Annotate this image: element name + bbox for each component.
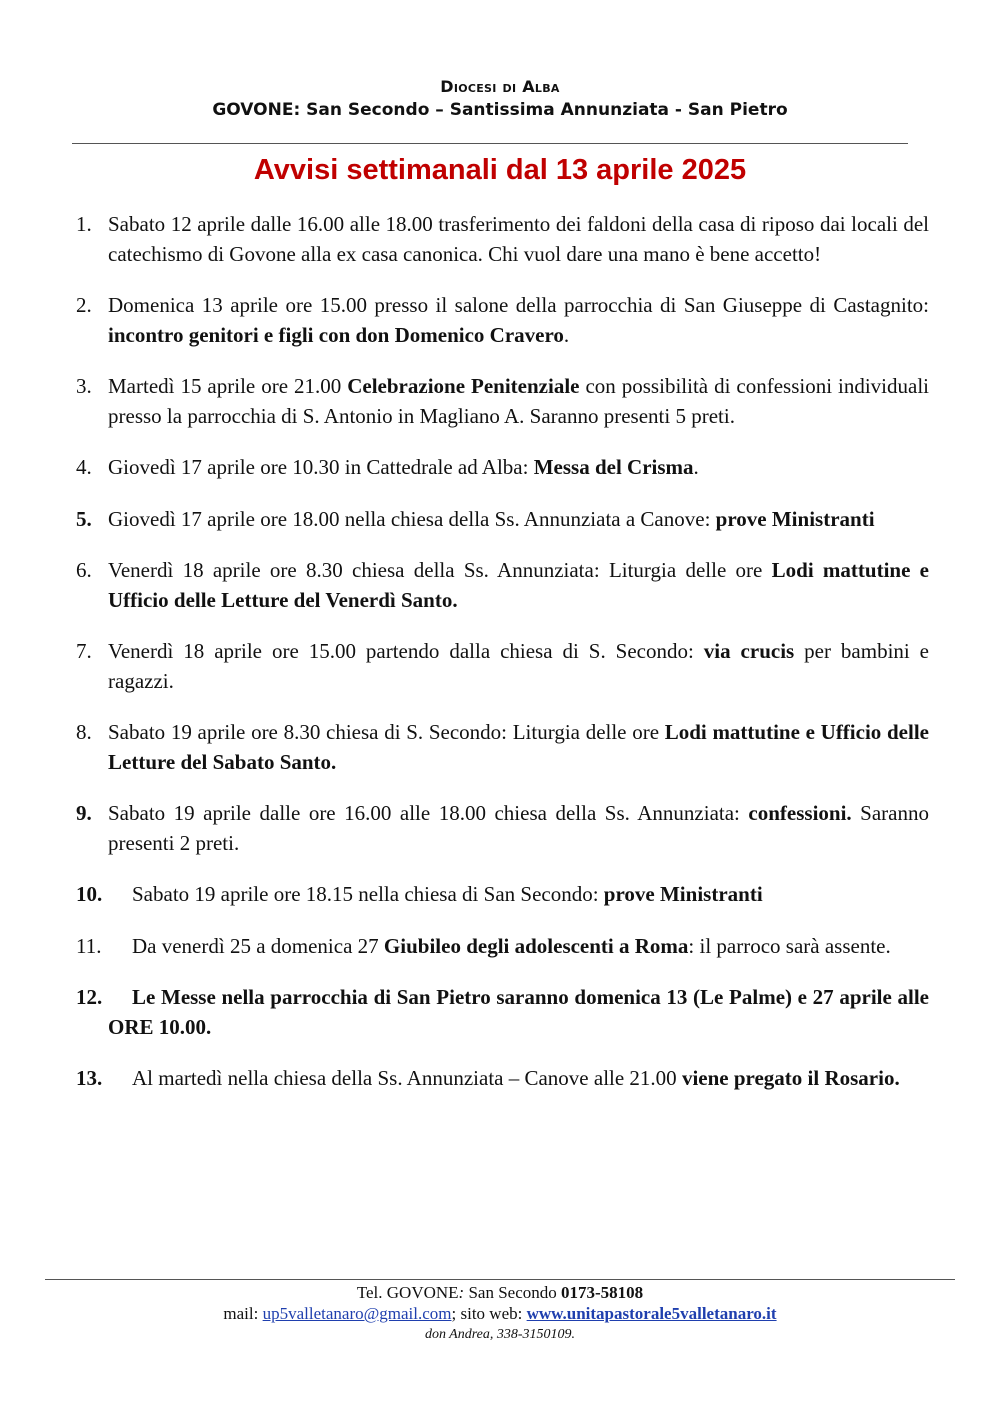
notice-item-12 <box>76 983 929 1042</box>
parishes-header: GOVONE: San Secondo – Santissima Annunziata - San Pietro <box>212 100 788 120</box>
notice-number: 2. <box>76 293 92 317</box>
notice-highlight: confessioni. <box>748 801 852 825</box>
notice-text-end: : il parroco sarà assente. <box>688 933 891 958</box>
notice-number: 5. <box>76 506 92 531</box>
footer-divider <box>45 1279 955 1280</box>
notice-text-end: con possibilità di confessioni individuali presso la parrocchia di S. Antonio in Magliano A. Saranno presenti 5 preti. <box>108 374 930 428</box>
footer-priest-line <box>0 1324 1000 1345</box>
notice-number: 13. <box>76 1066 103 1090</box>
notice-text-end: per bambini e ragazzi. <box>108 639 930 693</box>
notice-highlight: Lodi mattutine e Ufficio delle Letture del Sabato Santo. <box>108 720 929 774</box>
phone-colon: : <box>458 1283 465 1302</box>
notice-item-1 <box>76 210 929 269</box>
notice-text: Da venerdì 25 a domenica 27 <box>132 933 384 958</box>
notice-highlight: prove Ministranti <box>715 506 875 531</box>
notice-number: 4. <box>76 455 92 479</box>
notice-item-8 <box>76 718 929 777</box>
notice-item-7 <box>76 637 929 696</box>
notice-text-end: Saranno presenti 2 preti. <box>108 801 929 855</box>
notice-text: Sabato 12 aprile dalle 16.00 alle 18.00 trasferimento dei faldoni della casa di riposo dai locali del catechismo di Govone alla ex casa canonica. Chi vuol dare una mano è bene accetto! <box>108 212 929 266</box>
notice-item-5 <box>76 505 929 535</box>
priest-phone: 338-3150109. <box>493 1327 576 1342</box>
notice-item-3 <box>76 372 929 431</box>
priest-name: don Andrea, <box>424 1327 494 1342</box>
notice-text: Giovedì 17 aprile ore 18.00 nella chiesa della Ss. Annunziata a Canove: <box>108 506 716 531</box>
diocese-header: Diocesi di Alba <box>440 77 560 96</box>
notice-text: Sabato 19 aprile ore 18.15 nella chiesa di San Secondo: <box>132 882 604 906</box>
notice-item-2 <box>76 291 929 350</box>
notice-item-6 <box>76 556 929 615</box>
notice-text-end: . <box>563 322 570 347</box>
notice-number: 6. <box>76 558 92 582</box>
notice-number: 8. <box>76 720 92 744</box>
notice-highlight: via crucis <box>703 639 795 663</box>
notice-text: Sabato 19 aprile ore 8.30 chiesa di S. Secondo: Liturgia delle ore <box>108 720 665 744</box>
email-link[interactable]: up5valletanaro@gmail.com <box>262 1304 452 1323</box>
notice-text: Venerdì 18 aprile ore 8.30 chiesa della Ss. Annunziata: Liturgia delle ore <box>108 558 772 582</box>
notice-text: Giovedì 17 aprile ore 10.30 in Cattedrale ad Alba: <box>108 455 534 479</box>
notice-highlight: viene pregato il Rosario. <box>681 1066 900 1090</box>
notice-text: Venerdì 18 aprile ore 15.00 partendo dalla chiesa di S. Secondo: <box>108 639 704 663</box>
website-link[interactable]: www.unitapastorale5valletanaro.it <box>526 1304 777 1323</box>
notice-text: Martedì 15 aprile ore 21.00 <box>108 374 348 398</box>
phone-number: 0173-58108 <box>561 1283 644 1302</box>
footer-contact-line <box>0 1303 1000 1324</box>
notice-highlight: Lodi mattutine e Ufficio delle Letture del Venerdì Santo. <box>108 558 930 612</box>
notice-number: 11. <box>76 933 102 958</box>
notices-list <box>76 210 929 1116</box>
notice-number: 12. <box>76 985 103 1009</box>
notice-highlight: incontro genitori e figli con don Domenico Cravero <box>108 322 564 347</box>
notice-text: Sabato 19 aprile dalle ore 16.00 alle 18.00 chiesa della Ss. Annunziata: <box>108 801 749 825</box>
notice-highlight: Messa del Crisma <box>533 455 694 479</box>
mail-label: mail: <box>223 1304 263 1323</box>
notice-number: 1. <box>76 212 92 236</box>
notice-number: 3. <box>76 374 92 398</box>
notice-number: 9. <box>76 801 92 825</box>
notice-text: Domenica 13 aprile ore 15.00 presso il salone della parrocchia di San Giuseppe di Castagnito: <box>108 293 929 317</box>
notice-text-end: . <box>693 455 699 479</box>
notice-item-11 <box>76 932 929 962</box>
notice-highlight: Celebrazione Penitenziale <box>347 374 580 398</box>
notice-number: 7. <box>76 639 92 663</box>
notice-item-13 <box>76 1064 929 1094</box>
web-label: ; sito web: <box>451 1304 527 1323</box>
notice-highlight: prove Ministranti <box>603 882 763 906</box>
notice-item-9 <box>76 799 929 858</box>
notice-text: Al martedì nella chiesa della Ss. Annunziata – Canove alle 21.00 <box>132 1066 682 1090</box>
footer-phone-line <box>0 1282 1000 1303</box>
phone-place: San Secondo <box>464 1283 562 1302</box>
header-divider <box>72 143 908 144</box>
phone-label: Tel. GOVONE <box>356 1283 459 1302</box>
notice-item-10 <box>76 880 929 910</box>
notice-item-4 <box>76 453 929 483</box>
notice-highlight: Le Messe nella parrocchia di San Pietro saranno domenica 13 (Le Palme) e 27 aprile alle ORE 10.00. <box>108 985 929 1039</box>
footer <box>0 1282 1000 1345</box>
notice-highlight: Giubileo degli adolescenti a Roma <box>383 933 689 958</box>
notice-number: 10. <box>76 882 103 906</box>
page-title: Avvisi settimanali dal 13 aprile 2025 <box>253 154 747 186</box>
